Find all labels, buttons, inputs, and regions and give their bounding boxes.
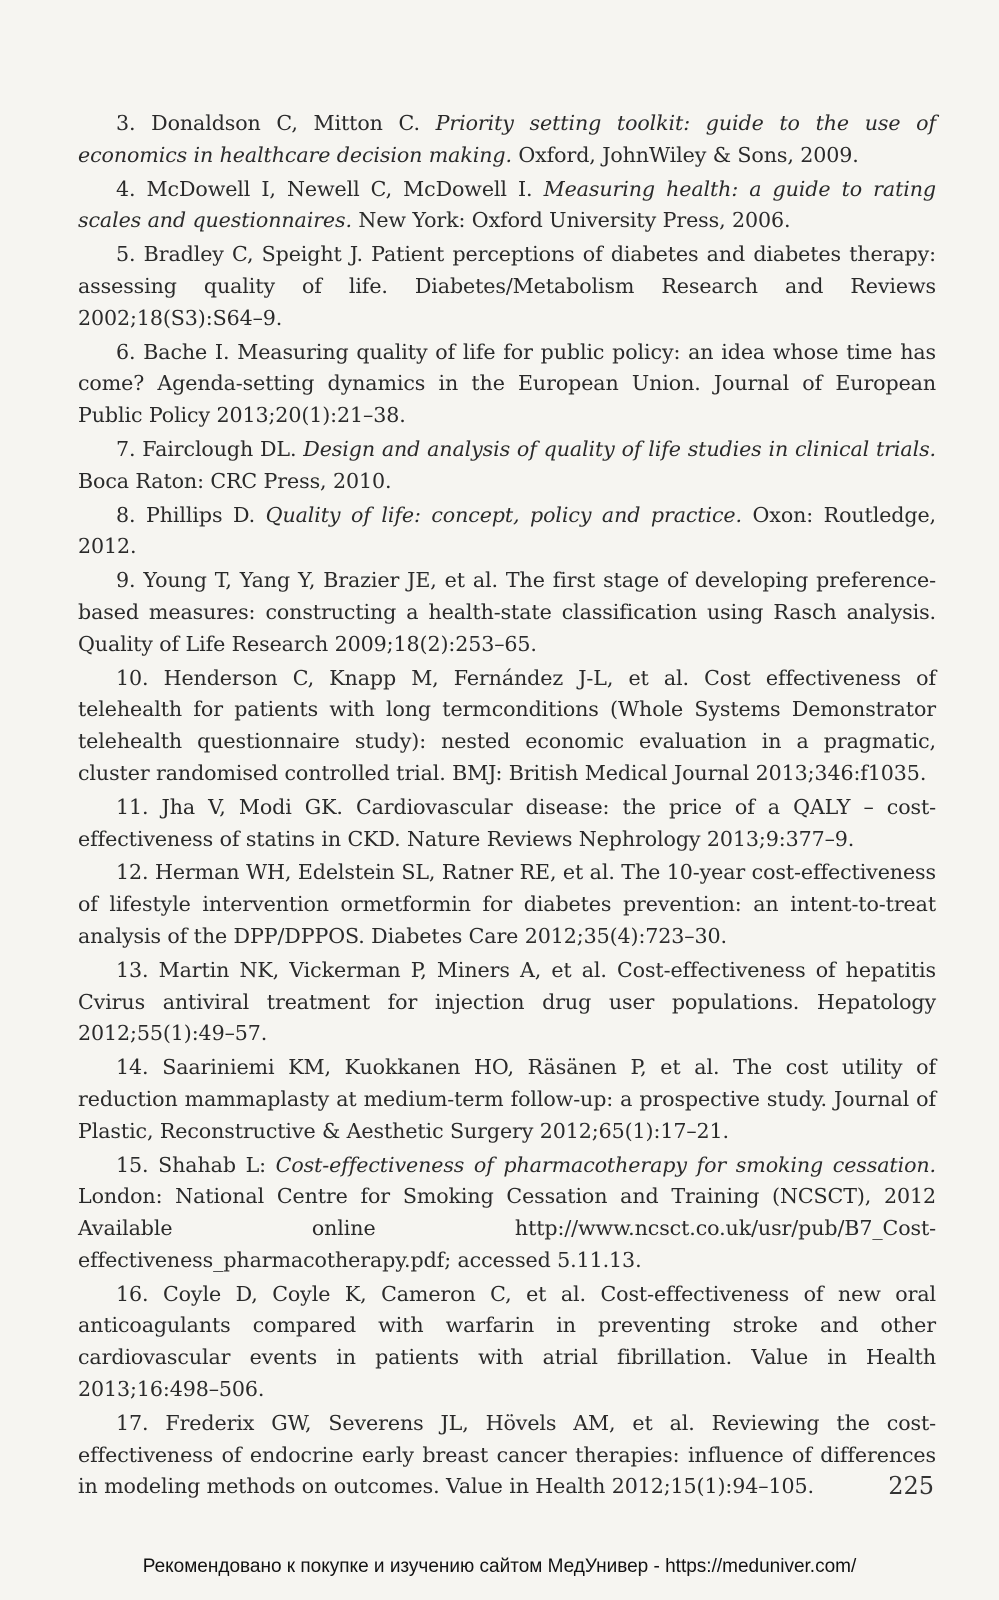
- reference-item: 3. Donaldson C, Mitton C. Priority setting toolkit: guide to the use of economics in healthcare decision making. Oxford, JohnWiley & Sons, 2009.: [78, 111, 936, 167]
- reference-item: 13. Martin NK, Vickerman P, Miners A, et al. Cost-effectiveness of hepatitis Cvirus antiviral treatment for injection drug user populations. Hepatology 2012;55(1):49–57.: [78, 957, 936, 1046]
- reference-item: 9. Young T, Yang Y, Brazier JE, et al. The first stage of developing preference-based measures: constructing a health-state classification using Rasch analysis. Quality of Life Research 2009;18(2):253–65.: [78, 568, 936, 656]
- reference-item: 17. Frederix GW, Severens JL, Hövels AM, et al. Reviewing the cost-effectiveness of endocrine early breast cancer therapies: influence of differences in modeling methods on outcomes. Value in Health 2012;15(1):94–105.: [78, 1410, 936, 1499]
- reference-item: 14. Saariniemi KM, Kuokkanen HO, Räsänen P, et al. The cost utility of reduction mammaplasty at medium-term follow-up: a prospective study. Journal of Plastic, Reconstructive & Aesthetic Surgery 2012;65(1):17–21.: [78, 1055, 936, 1143]
- reference-list: [78, 108, 936, 1505]
- footer-note: Рекомендовано к покупке и изучению сайтом МедУнивер - https://meduniver.com/: [142, 1556, 857, 1577]
- page-number: 225: [888, 1472, 934, 1500]
- reference-item: 11. Jha V, Modi GK. Cardiovascular disease: the price of a QALY – cost-effectiveness of statins in CKD. Nature Reviews Nephrology 2013;9:377–9.: [78, 794, 936, 851]
- reference-item: 10. Henderson C, Knapp M, Fernández J-L, et al. Cost effectiveness of telehealth for patients with long termconditions (Whole Systems Demonstrator telehealth questionnaire study): nested economic evaluation in a pragmatic, cluster randomised controlled trial. BMJ: British Medical Journal 2013;346:f1035.: [78, 665, 936, 785]
- reference-item: 7. Fairclough DL. Design and analysis of quality of life studies in clinical trials. Boca Raton: CRC Press, 2010.: [78, 436, 936, 493]
- reference-item: 16. Coyle D, Coyle K, Cameron C, et al. Cost-effectiveness of new oral anticoagulants compared with warfarin in preventing stroke and other cardiovascular events in patients with atrial fibrillation. Value in Health 2013;16:498–506.: [78, 1281, 936, 1402]
- reference-item: 8. Phillips D. Quality of life: concept, policy and practice. Oxon: Routledge, 2012.: [78, 502, 936, 559]
- reference-item: 15. Shahab L: Cost-effectiveness of pharmacotherapy for smoking cessation. London: National Centre for Smoking Cessation and Training (NCSCT), 2012 Available online http://www.ncsct.co.uk/usr/pub/B7_Cost-effectiveness_pharmacotherapy.pdf; accessed 5.11.13.: [78, 1152, 936, 1272]
- reference-item: 4. McDowell I, Newell C, McDowell I. Measuring health: a guide to rating scales and questionnaires. New York: Oxford University Press, 2006.: [78, 176, 936, 233]
- reference-item: 12. Herman WH, Edelstein SL, Ratner RE, et al. The 10-year cost-effectiveness of lifestyle intervention ormetformin for diabetes prevention: an intent-to-treat analysis of the DPP/DPPOS. Diabetes Care 2012;35(4):723–30.: [78, 860, 936, 948]
- reference-item: 6. Bache I. Measuring quality of life for public policy: an idea whose time has come? Agenda-setting dynamics in the European Union. Journal of European Public Policy 2013;20(1):21–38.: [78, 339, 936, 428]
- reference-item: 5. Bradley C, Speight J. Patient perceptions of diabetes and diabetes therapy: assessing quality of life. Diabetes/Metabolism Research and Reviews 2002;18(S3):S64–9.: [78, 242, 936, 330]
